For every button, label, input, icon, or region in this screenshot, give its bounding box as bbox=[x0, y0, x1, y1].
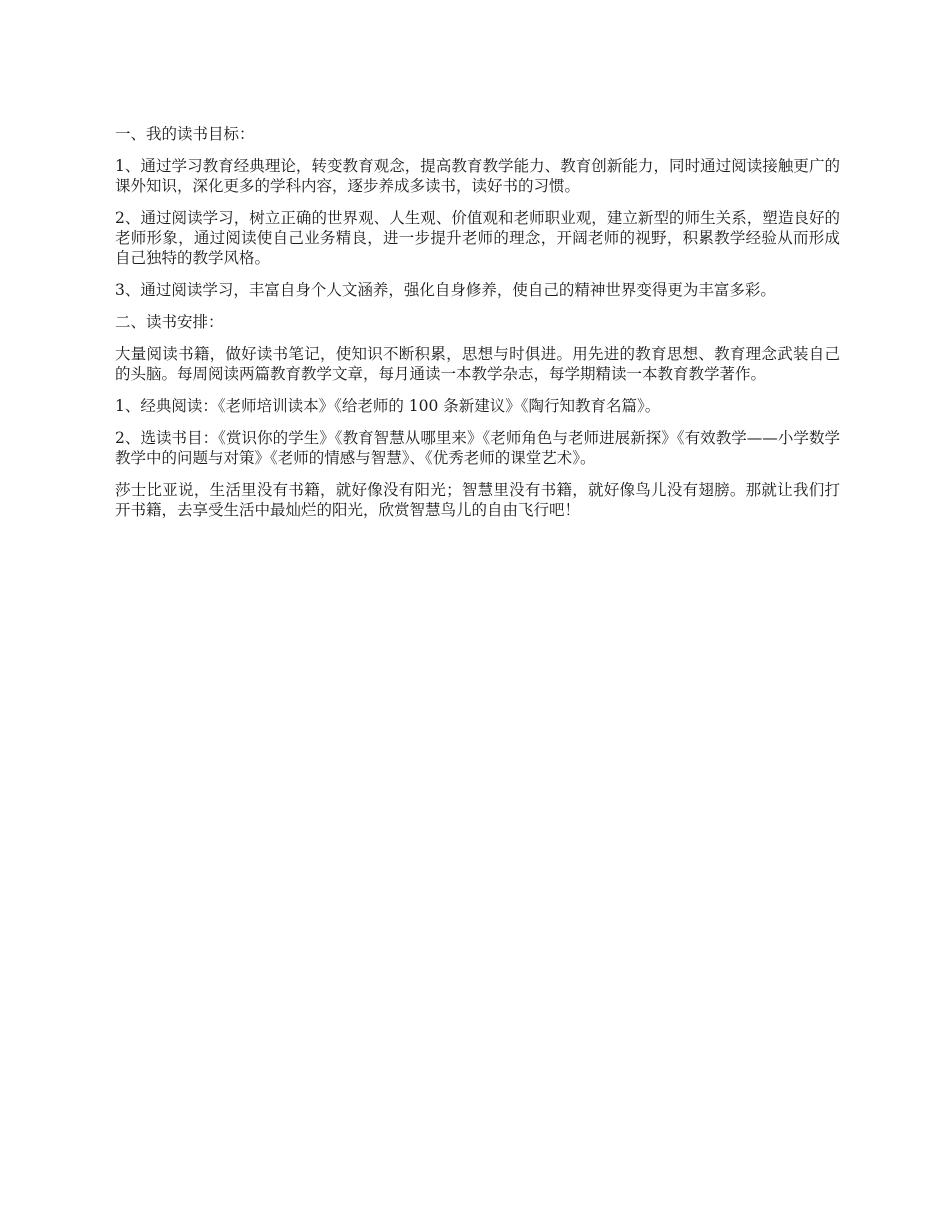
section-heading-goals: 一、我的读书目标： bbox=[115, 125, 255, 143]
closing-paragraph: 莎士比亚说，生活里没有书籍，就好像没有阳光；智慧里没有书籍，就好像鸟儿没有翅膀。那就让我们打开书籍，去享受生活中最灿烂的阳光，欣赏智慧鸟儿的自由飞行吧！ bbox=[115, 481, 840, 519]
goal-paragraph-2: 2、通过阅读学习，树立正确的世界观、人生观、价值观和老师职业观，建立新型的师生关系，塑造良好的老师形象，通过阅读使自己业务精良，进一步提升老师的理念，开阔老师的视野，积累教学经验从而形成自己独特的教学风格。 bbox=[115, 209, 840, 267]
goal-paragraph-3: 3、通过阅读学习，丰富自身个人文涵养，强化自身修养，使自己的精神世界变得更为丰富多彩。 bbox=[115, 281, 776, 299]
section-heading-plan: 二、读书安排： bbox=[115, 313, 224, 331]
goal-paragraph-1: 1、通过学习教育经典理论，转变教育观念，提高教育教学能力、教育创新能力，同时通过阅读接触更广的课外知识，深化更多的学科内容，逐步养成多读书，读好书的习惯。 bbox=[115, 157, 840, 195]
plan-intro-paragraph: 大量阅读书籍，做好读书笔记，使知识不断积累，思想与时俱进。用先进的教育思想、教育理念武装自己的头脑。每周阅读两篇教育教学文章，每月通读一本教学杂志，每学期精读一本教育教学著作。 bbox=[115, 345, 840, 383]
plan-paragraph-2: 2、选读书目：《赏识你的学生》《教育智慧从哪里来》《老师角色与老师进展新探》《有效教学——小学数学教学中的问题与对策》《老师的情感与智慧》、《优秀老师的课堂艺术》。 bbox=[115, 429, 840, 467]
document-body bbox=[115, 124, 840, 532]
plan-paragraph-1: 1、经典阅读：《老师培训读本》《给老师的 100 条新建议》《陶行知教育名篇》。 bbox=[115, 397, 661, 415]
